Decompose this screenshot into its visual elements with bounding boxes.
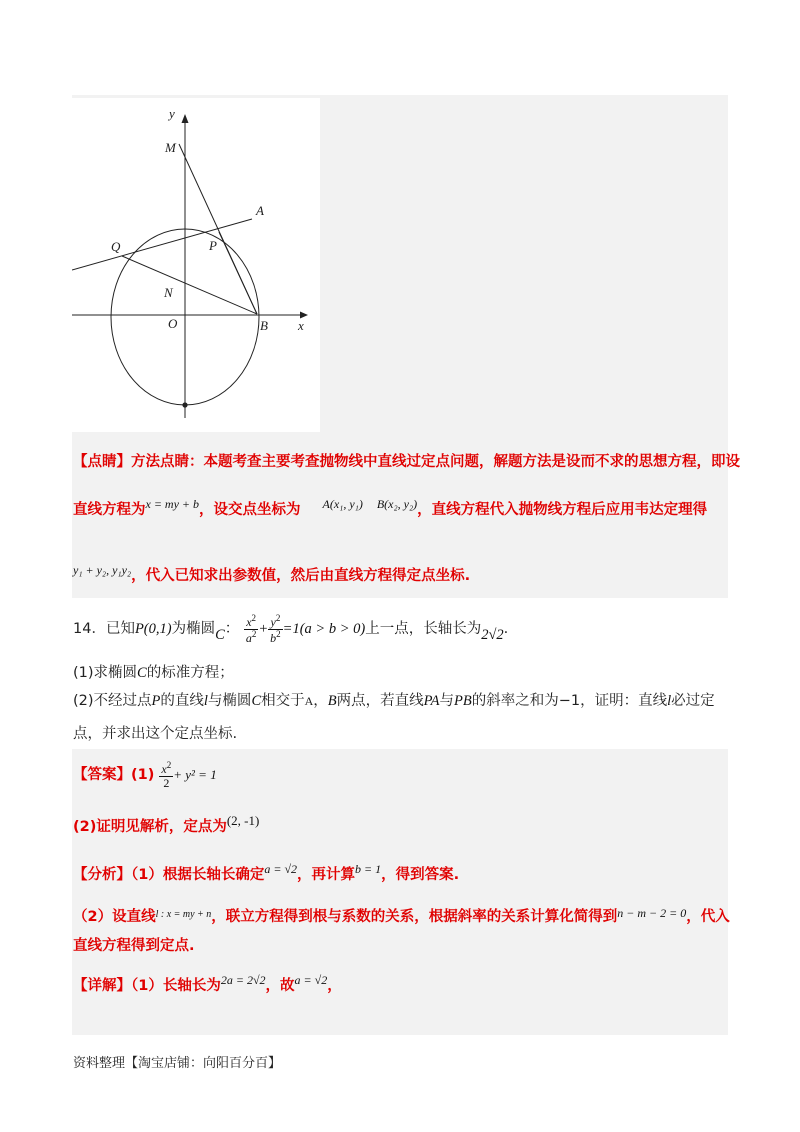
ellipse-figure: [72, 98, 320, 432]
detail-tag: 【详解】: [73, 978, 131, 994]
point-a-coord: A(x₁, y₁): [322, 497, 363, 511]
dianjing-line3: [73, 563, 470, 585]
label-n: N: [164, 285, 173, 300]
analysis-tag: 【分析】: [73, 867, 131, 883]
axis-length: 2√2: [481, 627, 504, 644]
problem14-q1: [73, 661, 234, 682]
frac-y2-b2: $\frac{y^2}{b^2}$: [270, 613, 281, 645]
q2-pb: PB: [454, 693, 472, 709]
eq-n-m-2: n − m − 2 = 0: [617, 906, 687, 920]
problem14-q2-line2: [73, 722, 237, 743]
analysis-line3: [73, 934, 195, 955]
problem-text2: ：: [224, 621, 240, 638]
label-x: x: [298, 318, 304, 333]
problem14-q2: (2)不经过点P的直线l与椭圆C相交于A，B两点，若直线PA与PB的斜率之和为−1，证明：直线l必过定: [73, 693, 715, 709]
answer-line1: [73, 761, 217, 789]
dianjing-text2-suffix: ，直线方程代入抛物线方程后应用韦达定理得: [417, 502, 708, 518]
answer-part1: (1): [131, 767, 155, 784]
problem-end: .: [503, 621, 509, 638]
condition-a-b: (a > b > 0): [299, 621, 366, 638]
y-axis-arrow: [182, 114, 189, 123]
q2-b: 的直线: [160, 693, 204, 709]
dianjing-text2-mid: ，设交点坐标为: [199, 502, 301, 518]
q2-e: A: [304, 694, 314, 708]
q2-h: 两点，若直线: [336, 693, 424, 709]
dianjing-tag: 【点睛】: [73, 454, 131, 470]
q2-m: 必过定: [671, 693, 715, 709]
q2-pa: PA: [423, 693, 440, 709]
q2-a: (2)不经过点: [73, 693, 152, 709]
dianjing-line2: [73, 497, 707, 519]
q2-line2: 点，并求出这个定点坐标.: [73, 726, 238, 742]
analysis-text1: （1）根据长轴长确定: [131, 867, 265, 883]
figure-svg: [72, 98, 320, 432]
dianjing-text3: ，代入已知求出参数值，然后由直线方程得定点坐标.: [131, 568, 471, 584]
q2-f: ，: [313, 693, 328, 709]
q1-prefix: (1)求椭圆: [73, 665, 138, 681]
label-m: M: [165, 140, 176, 155]
bottom-vertex-point: [182, 402, 187, 407]
analysis-text2: ，再计算: [297, 867, 356, 883]
answer-line2: [73, 813, 259, 836]
label-y: y: [169, 106, 175, 121]
eq-line-l: l : x = my + n: [155, 909, 212, 920]
curve-c-q2: C: [251, 693, 262, 709]
eq-b-1: b = 1: [355, 862, 382, 876]
dianjing-line1: [73, 450, 740, 471]
label-q: Q: [111, 239, 121, 254]
page-footer: 资料整理【淘宝店铺：向阳百分百】: [73, 1056, 282, 1071]
analysis-text3: ，得到答案.: [381, 867, 460, 883]
q2-j: 与: [439, 693, 454, 709]
q2-point-p: P: [151, 693, 161, 709]
line-pb: [219, 232, 257, 314]
point-p: P(0,1): [134, 621, 172, 638]
detail-line1: [73, 973, 342, 995]
eq-a-sqrt2-detail: a = √2: [294, 973, 328, 987]
analysis-line2-mid: ，联立方程得到根与系数的关系，根据斜率的关系计算化简得到: [211, 909, 618, 925]
problem-number: 14．已知: [73, 621, 135, 638]
analysis-line2-prefix: （2）设直线: [73, 909, 156, 925]
vieta-sums: y₁ + y₂, y₁y₂: [73, 563, 132, 577]
frac-x2-a2: $\frac{x^2}{a^2}$: [245, 613, 257, 645]
analysis-line3-text: 直线方程得到定点.: [73, 938, 195, 954]
frac-x2-2: $\frac{x^2}{2}$: [161, 760, 172, 790]
analysis-line2: [73, 905, 730, 926]
detail-text3: ，: [327, 978, 342, 994]
dianjing-text2-prefix: 直线方程为: [73, 502, 146, 518]
dianjing-text1: 方法点睛：本题考查主要考查抛物线中直线过定点问题，解题方法是设而不求的思想方程，即设: [131, 454, 740, 470]
q2-l: 的斜率之和为−1，证明：直线: [471, 693, 668, 709]
answer-tag: 【答案】: [73, 767, 131, 784]
problem-text1: 为椭圆: [171, 621, 216, 638]
eq-a-sqrt2: a = √2: [264, 862, 298, 876]
eq-2a: 2a = 2√2: [220, 973, 266, 987]
eq-line-x-my-b: x = my + b: [145, 497, 200, 511]
q2-c: 与椭圆: [207, 693, 252, 709]
detail-text2: ，故: [265, 978, 295, 994]
analysis-line1: [73, 862, 459, 884]
analysis-line2-suffix: ，代入: [686, 909, 730, 925]
answer-eq-tail: + y² = 1: [173, 767, 217, 783]
q2-d: 相交于: [261, 693, 305, 709]
curve-c-q1: C: [137, 665, 147, 681]
label-b: B: [260, 318, 268, 333]
answer-part2: (2)证明见解析，定点为: [73, 819, 227, 835]
curve-c: C: [215, 627, 225, 644]
line-qb: [122, 256, 257, 314]
label-a: A: [256, 203, 264, 218]
label-o: O: [168, 316, 178, 331]
problem14-line1: 14．已知P(0,1)为椭圆C： $\frac{x^2}{a^2}$ + $\frac{y^2}{b^2}$ =1(a > b > 0)上一点，长轴长为2√2.: [73, 613, 509, 645]
detail-text1: （1）长轴长为: [131, 978, 221, 994]
q1-suffix: 的标准方程；: [146, 665, 234, 681]
q2-g: B: [327, 693, 337, 709]
label-p: P: [209, 238, 217, 253]
point-b-coord: B(x₂, y₂): [376, 497, 418, 511]
problem-text3: 上一点，长轴长为: [365, 621, 482, 638]
fixed-point: (2, -1): [226, 813, 260, 828]
